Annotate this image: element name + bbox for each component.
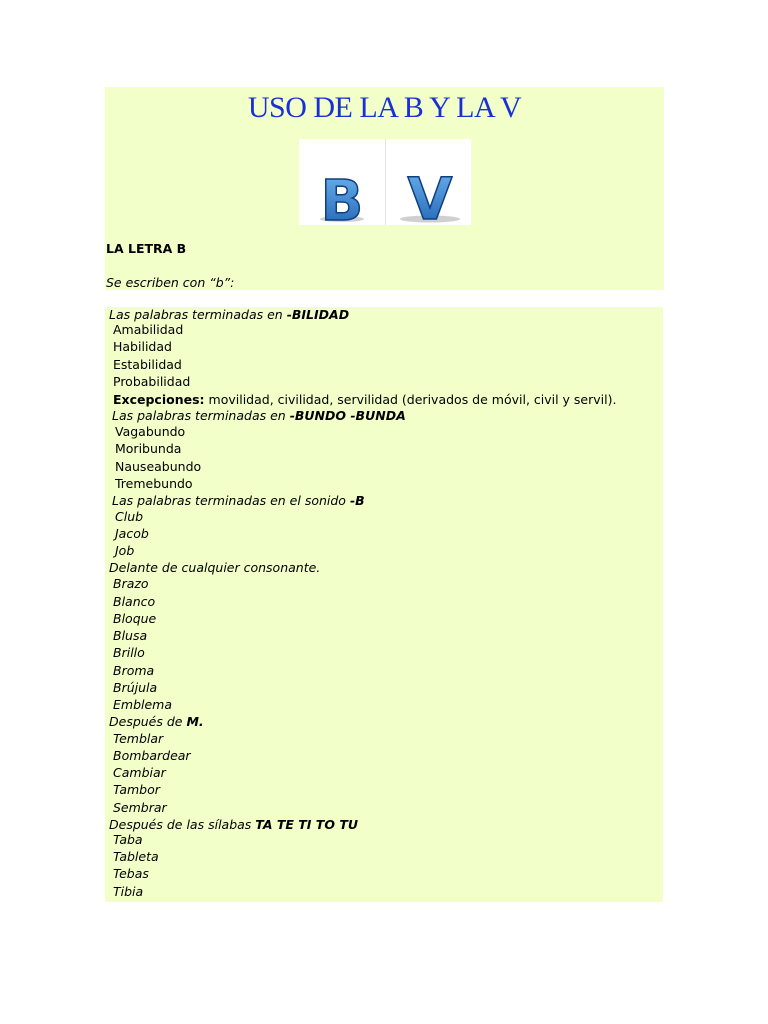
rule-heading: Delante de cualquier consonante.	[109, 560, 321, 575]
svg-text:B: B	[320, 169, 364, 225]
list-item: Tibia	[113, 884, 144, 899]
list-item: Tremebundo	[115, 476, 193, 491]
list-item: Moribunda	[115, 441, 182, 456]
list-item: Emblema	[113, 697, 173, 712]
letter-v-icon	[385, 139, 471, 225]
list-item: Habilidad	[113, 339, 172, 354]
list-item: Temblar	[113, 731, 164, 746]
list-item: Cambiar	[113, 765, 166, 780]
list-item: Probabilidad	[113, 374, 191, 389]
list-item: Taba	[113, 832, 143, 847]
list-item: Tableta	[113, 849, 159, 864]
list-item: Club	[115, 509, 144, 524]
rules-box	[105, 307, 663, 902]
list-item: Amabilidad	[113, 322, 184, 337]
list-item: Blanco	[113, 594, 156, 609]
intro-text: Se escriben con “b”:	[106, 275, 235, 290]
list-item: Brillo	[113, 645, 145, 660]
list-item: Nauseabundo	[115, 459, 202, 474]
rule-heading: Las palabras terminadas en -BILIDAD	[109, 307, 350, 322]
list-item: Bombardear	[113, 748, 191, 763]
list-item: Broma	[113, 663, 155, 678]
list-item: Tebas	[113, 866, 149, 881]
rule-heading: Después de las sílabas TA TE TI TO TU	[109, 817, 358, 832]
list-item: Jacob	[115, 526, 149, 541]
letter-b-icon	[299, 139, 385, 225]
list-item: Estabilidad	[113, 357, 182, 372]
list-item: Tambor	[113, 782, 160, 797]
list-item: Blusa	[113, 628, 148, 643]
rule-heading: Las palabras terminadas en el sonido -B	[112, 493, 365, 508]
exception-note: Excepciones: movilidad, civilidad, servilidad (derivados de móvil, civil y servil).	[113, 392, 617, 407]
header-box	[105, 87, 664, 290]
list-item: Brújula	[113, 680, 158, 695]
page-title: USO DE LA B Y LA V	[247, 91, 522, 124]
bv-logo-image	[299, 139, 471, 225]
section-title: LA LETRA B	[106, 241, 187, 256]
list-item: Bloque	[113, 611, 157, 626]
svg-text:V: V	[407, 165, 453, 225]
list-item: Sembrar	[113, 800, 167, 815]
rule-heading: Después de M.	[109, 714, 204, 729]
list-item: Vagabundo	[115, 424, 186, 439]
list-item: Brazo	[113, 576, 149, 591]
rule-heading: Las palabras terminadas en -BUNDO -BUNDA	[112, 408, 406, 423]
list-item: Job	[115, 543, 135, 558]
